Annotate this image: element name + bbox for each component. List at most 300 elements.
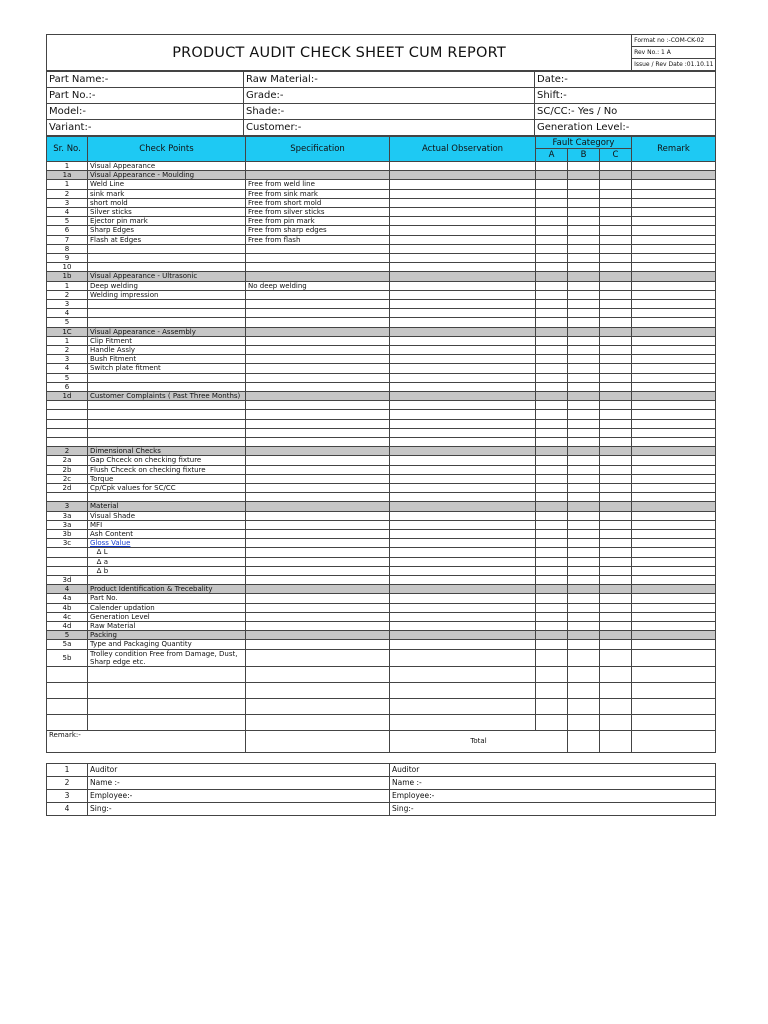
remark-cell[interactable] xyxy=(632,456,716,465)
fault-b-cell[interactable] xyxy=(568,162,600,171)
fault-a-cell[interactable] xyxy=(536,649,568,666)
remark-cell[interactable] xyxy=(632,327,716,336)
fault-b-cell[interactable] xyxy=(568,208,600,217)
fault-b-cell[interactable] xyxy=(568,410,600,419)
observation-cell[interactable] xyxy=(390,585,536,594)
fault-c-cell[interactable] xyxy=(600,327,632,336)
observation-cell[interactable] xyxy=(390,612,536,621)
observation-cell[interactable] xyxy=(390,698,536,714)
observation-cell[interactable] xyxy=(390,364,536,373)
fault-a-cell[interactable] xyxy=(536,382,568,391)
fault-b-cell[interactable] xyxy=(568,419,600,428)
fault-c-cell[interactable] xyxy=(600,438,632,447)
remark-cell[interactable] xyxy=(632,364,716,373)
fault-a-cell[interactable] xyxy=(536,714,568,730)
fault-c-cell[interactable] xyxy=(600,244,632,253)
remark-cell[interactable] xyxy=(632,254,716,263)
fault-a-cell[interactable] xyxy=(536,594,568,603)
fault-a-cell[interactable] xyxy=(536,171,568,180)
fault-b-cell[interactable] xyxy=(568,447,600,456)
fault-c-cell[interactable] xyxy=(600,465,632,474)
fault-b-cell[interactable] xyxy=(568,714,600,730)
fault-b-cell[interactable] xyxy=(568,171,600,180)
fault-b-cell[interactable] xyxy=(568,373,600,382)
fault-c-cell[interactable] xyxy=(600,539,632,548)
fault-b-cell[interactable] xyxy=(568,281,600,290)
fault-a-cell[interactable] xyxy=(536,180,568,189)
fault-b-cell[interactable] xyxy=(568,511,600,520)
fault-b-cell[interactable] xyxy=(568,438,600,447)
fault-b-cell[interactable] xyxy=(568,189,600,198)
observation-cell[interactable] xyxy=(390,189,536,198)
fault-a-cell[interactable] xyxy=(536,557,568,566)
fault-a-cell[interactable] xyxy=(536,539,568,548)
observation-cell[interactable] xyxy=(390,217,536,226)
fault-c-cell[interactable] xyxy=(600,300,632,309)
observation-cell[interactable] xyxy=(390,714,536,730)
customer-field[interactable]: Customer:- xyxy=(244,120,535,136)
fault-c-cell[interactable] xyxy=(600,576,632,585)
fault-c-cell[interactable] xyxy=(600,364,632,373)
fault-b-cell[interactable] xyxy=(568,254,600,263)
observation-cell[interactable] xyxy=(390,438,536,447)
fault-b-cell[interactable] xyxy=(568,484,600,493)
fault-b-cell[interactable] xyxy=(568,566,600,575)
observation-cell[interactable] xyxy=(390,327,536,336)
fault-a-cell[interactable] xyxy=(536,189,568,198)
fault-c-cell[interactable] xyxy=(600,566,632,575)
fault-a-cell[interactable] xyxy=(536,281,568,290)
observation-cell[interactable] xyxy=(390,539,536,548)
observation-cell[interactable] xyxy=(390,318,536,327)
fault-b-cell[interactable] xyxy=(568,456,600,465)
remark-cell[interactable] xyxy=(632,649,716,666)
remark-cell[interactable] xyxy=(632,401,716,410)
remark-cell[interactable] xyxy=(632,281,716,290)
observation-cell[interactable] xyxy=(390,511,536,520)
observation-cell[interactable] xyxy=(390,447,536,456)
fault-c-cell[interactable] xyxy=(600,401,632,410)
fault-c-cell[interactable] xyxy=(600,281,632,290)
remark-cell[interactable] xyxy=(632,447,716,456)
signature-right-field[interactable]: Employee:- xyxy=(390,789,716,802)
fault-c-cell[interactable] xyxy=(600,698,632,714)
observation-cell[interactable] xyxy=(390,263,536,272)
fault-b-cell[interactable] xyxy=(568,318,600,327)
fault-b-cell[interactable] xyxy=(568,392,600,401)
remark-cell[interactable] xyxy=(632,557,716,566)
observation-cell[interactable] xyxy=(390,557,536,566)
remark-cell[interactable] xyxy=(632,493,716,502)
fault-c-cell[interactable] xyxy=(600,484,632,493)
fault-a-cell[interactable] xyxy=(536,530,568,539)
fault-c-cell[interactable] xyxy=(600,263,632,272)
fault-a-cell[interactable] xyxy=(536,272,568,281)
fault-b-cell[interactable] xyxy=(568,364,600,373)
fault-a-cell[interactable] xyxy=(536,198,568,207)
remark-cell[interactable] xyxy=(632,566,716,575)
fault-b-cell[interactable] xyxy=(568,300,600,309)
fault-a-cell[interactable] xyxy=(536,263,568,272)
remark-cell[interactable] xyxy=(632,530,716,539)
fault-b-cell[interactable] xyxy=(568,428,600,437)
fault-c-cell[interactable] xyxy=(600,666,632,682)
observation-cell[interactable] xyxy=(390,272,536,281)
observation-cell[interactable] xyxy=(390,346,536,355)
observation-cell[interactable] xyxy=(390,428,536,437)
fault-c-cell[interactable] xyxy=(600,511,632,520)
remark-cell[interactable] xyxy=(632,428,716,437)
observation-cell[interactable] xyxy=(390,465,536,474)
observation-cell[interactable] xyxy=(390,309,536,318)
fault-a-cell[interactable] xyxy=(536,401,568,410)
fault-a-cell[interactable] xyxy=(536,640,568,649)
fault-b-cell[interactable] xyxy=(568,465,600,474)
remark-cell[interactable] xyxy=(632,300,716,309)
fault-c-cell[interactable] xyxy=(600,520,632,529)
observation-cell[interactable] xyxy=(390,235,536,244)
observation-cell[interactable] xyxy=(390,548,536,557)
signature-left-field[interactable]: Employee:- xyxy=(88,789,390,802)
fault-a-cell[interactable] xyxy=(536,566,568,575)
signature-left-field[interactable]: Sing:- xyxy=(88,802,390,815)
observation-cell[interactable] xyxy=(390,484,536,493)
fault-b-cell[interactable] xyxy=(568,226,600,235)
fault-a-cell[interactable] xyxy=(536,208,568,217)
observation-cell[interactable] xyxy=(390,226,536,235)
remark-cell[interactable] xyxy=(632,355,716,364)
remark-cell[interactable] xyxy=(632,698,716,714)
fault-a-cell[interactable] xyxy=(536,447,568,456)
fault-a-cell[interactable] xyxy=(536,244,568,253)
fault-c-cell[interactable] xyxy=(600,254,632,263)
fault-c-cell[interactable] xyxy=(600,474,632,483)
signature-right-field[interactable]: Sing:- xyxy=(390,802,716,815)
fault-b-cell[interactable] xyxy=(568,346,600,355)
remark-cell[interactable] xyxy=(632,290,716,299)
fault-a-cell[interactable] xyxy=(536,585,568,594)
fault-c-cell[interactable] xyxy=(600,502,632,511)
fault-a-cell[interactable] xyxy=(536,682,568,698)
fault-a-cell[interactable] xyxy=(536,484,568,493)
observation-cell[interactable] xyxy=(390,198,536,207)
remark-cell[interactable] xyxy=(632,318,716,327)
remark-cell[interactable] xyxy=(632,410,716,419)
fault-b-cell[interactable] xyxy=(568,612,600,621)
observation-cell[interactable] xyxy=(390,640,536,649)
fault-c-cell[interactable] xyxy=(600,208,632,217)
fault-c-cell[interactable] xyxy=(600,309,632,318)
fault-b-cell[interactable] xyxy=(568,557,600,566)
observation-cell[interactable] xyxy=(390,392,536,401)
signature-right-field[interactable]: Auditor xyxy=(390,763,716,776)
fault-a-cell[interactable] xyxy=(536,493,568,502)
fault-b-cell[interactable] xyxy=(568,666,600,682)
fault-a-cell[interactable] xyxy=(536,336,568,345)
fault-c-cell[interactable] xyxy=(600,419,632,428)
fault-a-cell[interactable] xyxy=(536,226,568,235)
fault-c-cell[interactable] xyxy=(600,649,632,666)
fault-a-cell[interactable] xyxy=(536,438,568,447)
observation-cell[interactable] xyxy=(390,566,536,575)
fault-c-cell[interactable] xyxy=(600,355,632,364)
fault-a-cell[interactable] xyxy=(536,576,568,585)
fault-b-cell[interactable] xyxy=(568,622,600,631)
remark-cell[interactable] xyxy=(632,208,716,217)
remark-cell[interactable] xyxy=(632,622,716,631)
fault-c-cell[interactable] xyxy=(600,171,632,180)
fault-a-cell[interactable] xyxy=(536,355,568,364)
generation-level-field[interactable]: Generation Level:- xyxy=(535,120,716,136)
remark-cell[interactable] xyxy=(632,336,716,345)
fault-b-cell[interactable] xyxy=(568,603,600,612)
remark-cell[interactable] xyxy=(632,612,716,621)
fault-a-cell[interactable] xyxy=(536,235,568,244)
fault-a-cell[interactable] xyxy=(536,364,568,373)
observation-cell[interactable] xyxy=(390,410,536,419)
remark-cell[interactable] xyxy=(632,682,716,698)
remark-cell[interactable] xyxy=(632,548,716,557)
observation-cell[interactable] xyxy=(390,502,536,511)
fault-c-cell[interactable] xyxy=(600,373,632,382)
fault-a-cell[interactable] xyxy=(536,698,568,714)
fault-c-cell[interactable] xyxy=(600,382,632,391)
observation-cell[interactable] xyxy=(390,244,536,253)
remark-cell[interactable] xyxy=(632,511,716,520)
fault-c-cell[interactable] xyxy=(600,318,632,327)
fault-a-cell[interactable] xyxy=(536,612,568,621)
fault-b-cell[interactable] xyxy=(568,502,600,511)
fault-b-cell[interactable] xyxy=(568,272,600,281)
remark-cell[interactable] xyxy=(632,346,716,355)
fault-b-cell[interactable] xyxy=(568,631,600,640)
observation-cell[interactable] xyxy=(390,666,536,682)
fault-c-cell[interactable] xyxy=(600,392,632,401)
signature-right-field[interactable]: Name :- xyxy=(390,776,716,789)
remark-cell[interactable] xyxy=(632,244,716,253)
observation-cell[interactable] xyxy=(390,355,536,364)
remark-cell[interactable] xyxy=(632,594,716,603)
observation-cell[interactable] xyxy=(390,180,536,189)
fault-a-cell[interactable] xyxy=(536,548,568,557)
model-field[interactable]: Model:- xyxy=(47,104,244,120)
fault-a-cell[interactable] xyxy=(536,162,568,171)
sc-cc-field[interactable]: SC/CC:- Yes / No xyxy=(535,104,716,120)
fault-a-cell[interactable] xyxy=(536,318,568,327)
remark-cell[interactable] xyxy=(632,484,716,493)
fault-b-cell[interactable] xyxy=(568,530,600,539)
shade-field[interactable]: Shade:- xyxy=(244,104,535,120)
fault-c-cell[interactable] xyxy=(600,198,632,207)
fault-b-cell[interactable] xyxy=(568,180,600,189)
fault-a-cell[interactable] xyxy=(536,290,568,299)
fault-c-cell[interactable] xyxy=(600,640,632,649)
observation-cell[interactable] xyxy=(390,281,536,290)
fault-b-cell[interactable] xyxy=(568,640,600,649)
remark-cell[interactable] xyxy=(632,631,716,640)
fault-c-cell[interactable] xyxy=(600,162,632,171)
fault-b-cell[interactable] xyxy=(568,548,600,557)
observation-cell[interactable] xyxy=(390,171,536,180)
observation-cell[interactable] xyxy=(390,474,536,483)
fault-a-cell[interactable] xyxy=(536,419,568,428)
fault-b-cell[interactable] xyxy=(568,682,600,698)
observation-cell[interactable] xyxy=(390,456,536,465)
remark-cell[interactable] xyxy=(632,309,716,318)
remark-cell[interactable] xyxy=(632,171,716,180)
fault-c-cell[interactable] xyxy=(600,226,632,235)
fault-a-cell[interactable] xyxy=(536,217,568,226)
fault-a-cell[interactable] xyxy=(536,392,568,401)
fault-a-cell[interactable] xyxy=(536,520,568,529)
fault-c-cell[interactable] xyxy=(600,682,632,698)
remark-cell[interactable] xyxy=(632,392,716,401)
fault-c-cell[interactable] xyxy=(600,603,632,612)
signature-left-field[interactable]: Name :- xyxy=(88,776,390,789)
remark-cell[interactable] xyxy=(632,438,716,447)
fault-c-cell[interactable] xyxy=(600,622,632,631)
observation-cell[interactable] xyxy=(390,520,536,529)
fault-c-cell[interactable] xyxy=(600,428,632,437)
observation-cell[interactable] xyxy=(390,290,536,299)
fault-b-cell[interactable] xyxy=(568,576,600,585)
observation-cell[interactable] xyxy=(390,208,536,217)
fault-c-cell[interactable] xyxy=(600,456,632,465)
observation-cell[interactable] xyxy=(390,622,536,631)
remark-cell[interactable] xyxy=(632,465,716,474)
fault-a-cell[interactable] xyxy=(536,309,568,318)
observation-cell[interactable] xyxy=(390,300,536,309)
remark-cell[interactable] xyxy=(632,576,716,585)
fault-b-cell[interactable] xyxy=(568,309,600,318)
fault-b-cell[interactable] xyxy=(568,698,600,714)
observation-cell[interactable] xyxy=(390,382,536,391)
remark-cell[interactable] xyxy=(632,419,716,428)
signature-left-field[interactable]: Auditor xyxy=(88,763,390,776)
remark-cell[interactable] xyxy=(632,189,716,198)
remark-cell[interactable] xyxy=(632,226,716,235)
part-no-field[interactable]: Part No.:- xyxy=(47,88,244,104)
observation-cell[interactable] xyxy=(390,254,536,263)
fault-c-cell[interactable] xyxy=(600,548,632,557)
fault-b-cell[interactable] xyxy=(568,539,600,548)
fault-c-cell[interactable] xyxy=(600,346,632,355)
fault-b-cell[interactable] xyxy=(568,474,600,483)
remark-cell[interactable] xyxy=(632,539,716,548)
fault-a-cell[interactable] xyxy=(536,456,568,465)
remark-cell[interactable] xyxy=(632,263,716,272)
fault-b-cell[interactable] xyxy=(568,290,600,299)
remark-cell[interactable] xyxy=(632,714,716,730)
fault-a-cell[interactable] xyxy=(536,474,568,483)
remark-cell[interactable] xyxy=(632,373,716,382)
fault-c-cell[interactable] xyxy=(600,530,632,539)
raw-material-field[interactable]: Raw Material:- xyxy=(244,72,535,88)
fault-c-cell[interactable] xyxy=(600,290,632,299)
remark-cell[interactable] xyxy=(632,640,716,649)
observation-cell[interactable] xyxy=(390,576,536,585)
fault-b-cell[interactable] xyxy=(568,520,600,529)
remark-cell[interactable] xyxy=(632,180,716,189)
observation-cell[interactable] xyxy=(390,530,536,539)
variant-field[interactable]: Variant:- xyxy=(47,120,244,136)
fault-b-cell[interactable] xyxy=(568,235,600,244)
fault-a-cell[interactable] xyxy=(536,373,568,382)
date-field[interactable]: Date:- xyxy=(535,72,716,88)
remark-cell[interactable] xyxy=(632,603,716,612)
fault-c-cell[interactable] xyxy=(600,235,632,244)
remark-cell[interactable] xyxy=(632,162,716,171)
fault-a-cell[interactable] xyxy=(536,327,568,336)
observation-cell[interactable] xyxy=(390,419,536,428)
fault-a-cell[interactable] xyxy=(536,622,568,631)
fault-c-cell[interactable] xyxy=(600,180,632,189)
fault-c-cell[interactable] xyxy=(600,272,632,281)
observation-cell[interactable] xyxy=(390,603,536,612)
observation-cell[interactable] xyxy=(390,373,536,382)
fault-a-cell[interactable] xyxy=(536,511,568,520)
fault-c-cell[interactable] xyxy=(600,594,632,603)
fault-b-cell[interactable] xyxy=(568,336,600,345)
observation-cell[interactable] xyxy=(390,401,536,410)
fault-a-cell[interactable] xyxy=(536,502,568,511)
fault-a-cell[interactable] xyxy=(536,346,568,355)
fault-c-cell[interactable] xyxy=(600,189,632,198)
fault-b-cell[interactable] xyxy=(568,327,600,336)
fault-b-cell[interactable] xyxy=(568,355,600,364)
fault-c-cell[interactable] xyxy=(600,585,632,594)
fault-b-cell[interactable] xyxy=(568,244,600,253)
fault-a-cell[interactable] xyxy=(536,428,568,437)
fault-b-cell[interactable] xyxy=(568,198,600,207)
fault-b-cell[interactable] xyxy=(568,594,600,603)
fault-c-cell[interactable] xyxy=(600,714,632,730)
remark-cell[interactable] xyxy=(632,666,716,682)
fault-c-cell[interactable] xyxy=(600,217,632,226)
fault-a-cell[interactable] xyxy=(536,254,568,263)
observation-cell[interactable] xyxy=(390,162,536,171)
remark-cell[interactable] xyxy=(632,520,716,529)
remark-cell[interactable] xyxy=(632,217,716,226)
fault-c-cell[interactable] xyxy=(600,336,632,345)
fault-c-cell[interactable] xyxy=(600,557,632,566)
remark-cell[interactable] xyxy=(632,585,716,594)
fault-b-cell[interactable] xyxy=(568,401,600,410)
fault-a-cell[interactable] xyxy=(536,300,568,309)
fault-c-cell[interactable] xyxy=(600,612,632,621)
observation-cell[interactable] xyxy=(390,493,536,502)
observation-cell[interactable] xyxy=(390,631,536,640)
fault-c-cell[interactable] xyxy=(600,493,632,502)
observation-cell[interactable] xyxy=(390,649,536,666)
remark-cell[interactable] xyxy=(632,272,716,281)
fault-b-cell[interactable] xyxy=(568,382,600,391)
fault-a-cell[interactable] xyxy=(536,603,568,612)
part-name-field[interactable]: Part Name:- xyxy=(47,72,244,88)
remark-cell[interactable] xyxy=(632,382,716,391)
fault-a-cell[interactable] xyxy=(536,666,568,682)
remark-cell[interactable] xyxy=(632,474,716,483)
fault-a-cell[interactable] xyxy=(536,631,568,640)
fault-b-cell[interactable] xyxy=(568,217,600,226)
fault-a-cell[interactable] xyxy=(536,465,568,474)
observation-cell[interactable] xyxy=(390,682,536,698)
remark-cell[interactable] xyxy=(632,198,716,207)
fault-a-cell[interactable] xyxy=(536,410,568,419)
observation-cell[interactable] xyxy=(390,594,536,603)
fault-c-cell[interactable] xyxy=(600,631,632,640)
observation-cell[interactable] xyxy=(390,336,536,345)
